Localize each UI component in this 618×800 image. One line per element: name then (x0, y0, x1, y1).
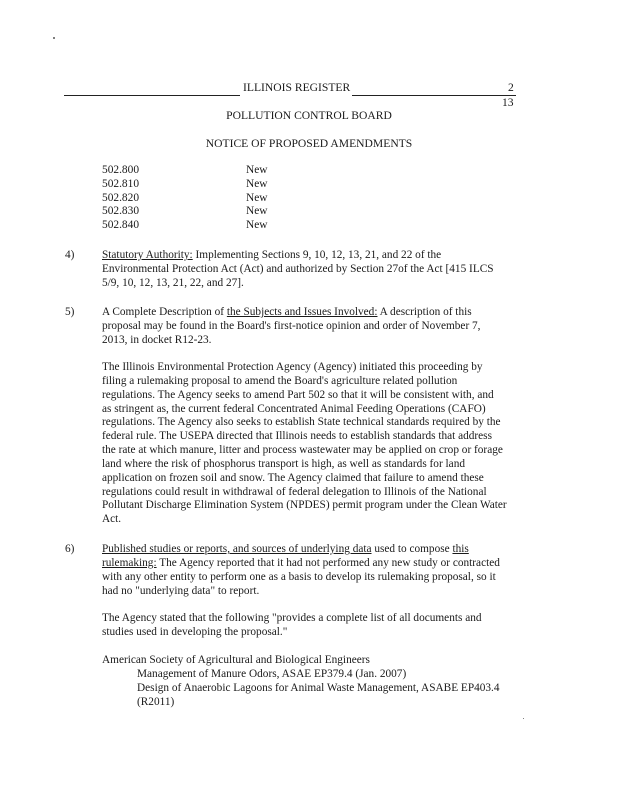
item-4-line: Implementing Sections 9, 10, 12, 13, 21, and 22 of the (192, 249, 442, 261)
section-row (102, 178, 302, 192)
sections-table (102, 164, 302, 233)
reference-item: (R2011) (137, 695, 175, 708)
item-5-paragraph-2 (102, 361, 507, 527)
item-4-line: 5/9, 10, 12, 13, 21, 22, and 27]. (102, 276, 244, 289)
item-6-body (102, 543, 500, 598)
register-title: ILLINOIS REGISTER (243, 81, 351, 94)
item-5-line: A description of this (377, 306, 472, 318)
item-5-line: 2013, in docket R12-23. (102, 333, 212, 346)
item-5-p2-line: Act. (102, 513, 122, 526)
item-6-heading-b: this (452, 543, 469, 555)
item-5-p2-line: regulations. The Agency also seeks to establish State technical standards required by the (102, 416, 501, 429)
item-5-lead: A Complete Description of (102, 306, 227, 318)
reference-item: Design of Anaerobic Lagoons for Animal Waste Management, ASABE EP403.4 (137, 681, 500, 694)
item-5-p2-line: the rate at which manure, litter and process wastewater may be applied on crop or forage (102, 444, 503, 457)
notice-title: NOTICE OF PROPOSED AMENDMENTS (205, 137, 413, 150)
section-action: New (246, 177, 268, 190)
page-subnumber: 13 (502, 96, 514, 109)
item-5-p2-line: as stringent as, the current federal Concentrated Animal Feeding Operations (CAFO) (102, 402, 486, 415)
item-5-number: 5) (65, 306, 75, 318)
item-6-p2-line: The Agency stated that the following "provides a complete list of all documents and (102, 612, 482, 624)
item-6-heading-c: rulemaking: (102, 556, 157, 569)
item-6-p2-line: studies used in developing the proposal." (102, 625, 288, 638)
item-5-p2-line: The Illinois Environmental Protection Agency (Agency) initiated this proceeding by (102, 361, 483, 373)
scan-speck (53, 37, 55, 39)
section-action: New (246, 164, 268, 176)
section-action: New (246, 205, 268, 218)
section-action: New (246, 219, 268, 232)
item-6-line: The Agency reported that it had not performed any new study or contracted (156, 556, 500, 569)
scan-speck (523, 718, 524, 719)
section-number: 502.820 (102, 191, 140, 204)
item-5-p2-line: land where the risk of phosphorus transport is high, as well as standards for land (102, 457, 465, 470)
item-5-heading: the Subjects and Issues Involved: (226, 306, 378, 318)
reference-list (137, 668, 500, 710)
item-6-line: had no "underlying data" to report. (102, 584, 260, 597)
item-5-p2-line: regulations could result in withdrawal of federal delegation to Illinois of the National (102, 485, 487, 498)
item-4-body (102, 249, 494, 291)
reference-item: Management of Manure Odors, ASAE EP379.4 (Jan. 2007) (137, 668, 407, 680)
section-number: 502.840 (102, 219, 140, 232)
item-5-body (102, 306, 481, 348)
header-rule-left (64, 95, 240, 96)
item-6-paragraph-2 (102, 612, 482, 640)
reference-org: American Society of Agricultural and Biological Engineers (102, 654, 370, 666)
item-5-p2-line: filing a rulemaking proposal to amend the Board's agriculture related pollution (102, 374, 458, 387)
item-4-line: Environmental Protection Act (Act) and authorized by Section 27of the Act [415 ILCS (102, 262, 494, 275)
section-action: New (246, 191, 268, 204)
item-4-number: 4) (65, 249, 75, 261)
section-row (102, 192, 302, 206)
section-number: 502.810 (102, 177, 140, 190)
page-number: 2 (508, 81, 514, 94)
item-6-mid: used to compose (371, 543, 453, 555)
item-5-p2-line: application on frozen soil and snow. The Agency claimed that failure to amend these (102, 471, 484, 484)
item-6-line: with any other entity to perform one as a basis to develop its rulemaking proposal, so it (102, 570, 496, 583)
section-number: 502.800 (102, 164, 140, 176)
item-5-line: proposal may be found in the Board's first-notice opinion and order of November 7, (102, 319, 481, 332)
section-number: 502.830 (102, 205, 140, 218)
item-5-p2-line: Pollutant Discharge Elimination System (NPDES) permit program under the Clean Water (102, 499, 507, 512)
section-row (102, 164, 302, 178)
item-6-number: 6) (65, 543, 75, 555)
section-row (102, 219, 302, 233)
section-row (102, 205, 302, 219)
item-5-p2-line: regulations. The Agency seeks to amend Part 502 so that it will be consistent with, and (102, 388, 494, 401)
item-6-heading: Published studies or reports, and sources of underlying data (102, 543, 372, 555)
item-5-p2-line: federal rule. The USEPA directed that Illinois needs to establish standards that address (102, 430, 492, 443)
board-title: POLLUTION CONTROL BOARD (226, 109, 392, 122)
item-4-heading: Statutory Authority: (102, 249, 193, 261)
header-rule-right (352, 95, 516, 96)
